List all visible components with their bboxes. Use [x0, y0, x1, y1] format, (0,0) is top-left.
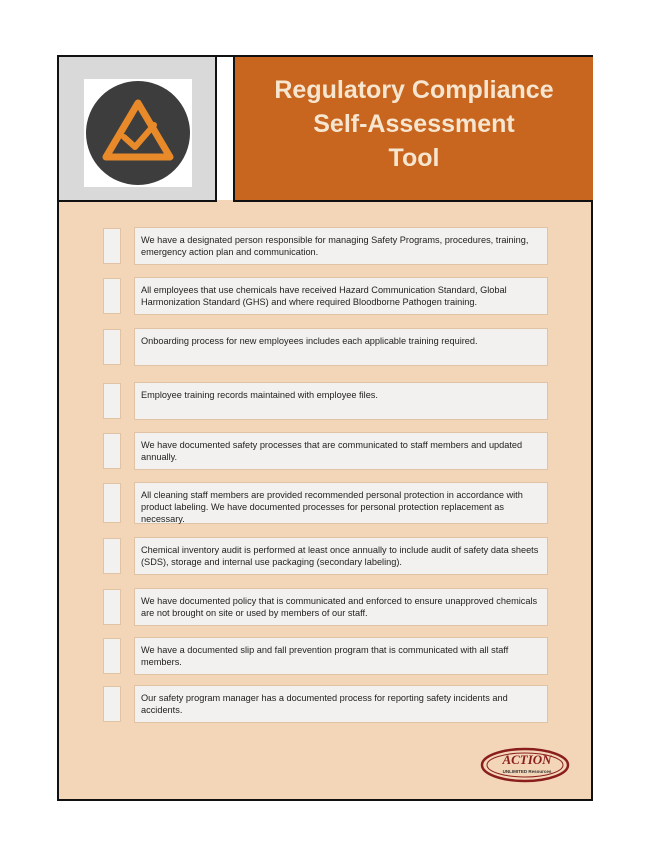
title-line-1: Regulatory Compliance: [274, 76, 554, 104]
item-text: We have a designated person responsible for managing Safety Programs, procedures, training, emergency action plan and communication.: [134, 227, 548, 265]
assessment-page: [57, 55, 593, 801]
checkbox[interactable]: [103, 589, 121, 625]
checkbox[interactable]: [103, 433, 121, 469]
logo-frame: [84, 79, 192, 187]
logo-panel: [59, 57, 217, 202]
title-line-3: Tool: [388, 144, 440, 172]
checkbox[interactable]: [103, 538, 121, 574]
svg-text:UNLIMITED Resources: UNLIMITED Resources: [502, 769, 552, 774]
page-title: [235, 73, 593, 175]
checkbox[interactable]: [103, 228, 121, 264]
title-panel: [233, 57, 593, 202]
action-unlimited-logo: [479, 740, 571, 786]
item-text: All cleaning staff members are provided recommended personal protection in accordance with product labeling. We have documented processes for personal protection replacement as necessary.: [134, 482, 548, 524]
title-line-2: Self-Assessment: [313, 110, 515, 138]
checkbox[interactable]: [103, 329, 121, 365]
item-text: We have a documented slip and fall prevention program that is communicated with all staff members.: [134, 637, 548, 675]
header-divider: [217, 57, 233, 200]
checkbox[interactable]: [103, 383, 121, 419]
item-text: Employee training records maintained with employee files.: [134, 382, 548, 420]
checkbox[interactable]: [103, 278, 121, 314]
item-text: Our safety program manager has a documented process for reporting safety incidents and accidents.: [134, 685, 548, 723]
svg-text:ACTION: ACTION: [502, 752, 552, 767]
checkbox[interactable]: [103, 483, 121, 523]
item-text: Onboarding process for new employees includes each applicable training required.: [134, 328, 548, 366]
item-text: We have documented safety processes that are communicated to staff members and updated annually.: [134, 432, 548, 470]
checkbox[interactable]: [103, 638, 121, 674]
item-text: We have documented policy that is communicated and enforced to ensure unapproved chemicals are not brought on site or used by members of our staff.: [134, 588, 548, 626]
item-text: Chemical inventory audit is performed at least once annually to include audit of safety data sheets (SDS), storage and internal use packaging (secondary labeling).: [134, 537, 548, 575]
item-text: All employees that use chemicals have received Hazard Communication Standard, Global Harmonization Standard (GHS) and where required Bloodborne Pathogen training.: [134, 277, 548, 315]
warning-check-icon: [86, 81, 190, 185]
checkbox[interactable]: [103, 686, 121, 722]
